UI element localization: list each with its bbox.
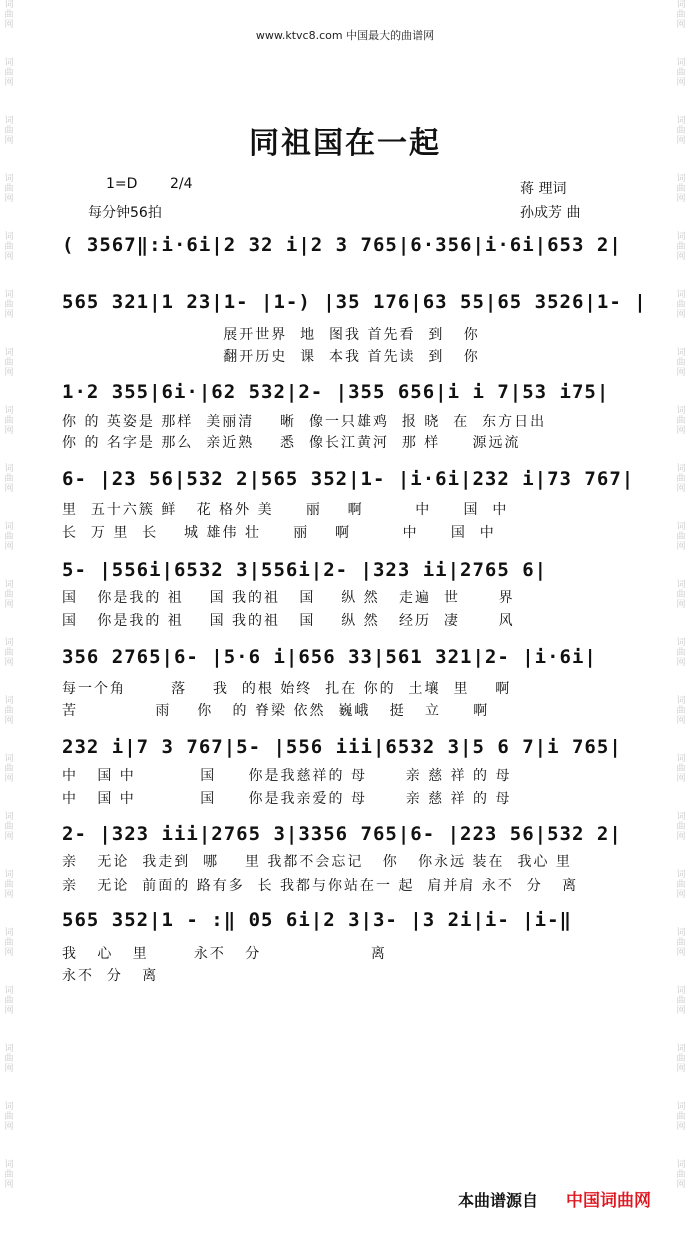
key-signature: 1=D <box>106 176 138 192</box>
watermark-glyph: 词 <box>4 638 14 648</box>
watermark-glyph: 词 <box>676 696 686 706</box>
watermark-glyph: 网 <box>676 484 686 494</box>
score-line: 356 2765|6- |5·6 i|656 33|561 321|2- |i·6i| <box>62 646 597 668</box>
watermark-glyph: 曲 <box>676 938 686 948</box>
watermark-glyph: 词 <box>676 406 686 416</box>
watermark-glyph: 曲 <box>4 764 14 774</box>
watermark-glyph: 词 <box>676 348 686 358</box>
watermark-glyph: 网 <box>4 1064 14 1074</box>
watermark-glyph: 曲 <box>4 1112 14 1122</box>
watermark-glyph: 词 <box>4 1102 14 1112</box>
watermark-glyph: 曲 <box>4 358 14 368</box>
watermark-glyph: 曲 <box>4 126 14 136</box>
song-title: 同祖国在一起 <box>249 126 441 161</box>
watermark-glyph: 词 <box>4 522 14 532</box>
watermark-glyph: 网 <box>676 426 686 436</box>
watermark-glyph: 网 <box>4 890 14 900</box>
watermark-glyph: 曲 <box>676 1054 686 1064</box>
watermark-glyph: 曲 <box>4 590 14 600</box>
watermark-glyph: 词 <box>4 928 14 938</box>
watermark-glyph: 曲 <box>4 416 14 426</box>
score-line: ( 3567‖:i·6i|2 32 i|2 3 765|6·356|i·6i|653 2| <box>62 234 622 256</box>
watermark-glyph: 词 <box>4 696 14 706</box>
lyric-line: 你 的 名字是 那么 亲近熟 悉 像长江黄河 那 样 源远流 <box>62 435 521 451</box>
watermark-glyph: 网 <box>4 426 14 436</box>
lyric-line: 国 你是我的 祖 国 我的祖 国 纵 然 经历 凄 风 <box>62 613 515 629</box>
watermark-glyph: 曲 <box>676 648 686 658</box>
watermark-glyph: 曲 <box>4 184 14 194</box>
watermark-glyph: 网 <box>676 890 686 900</box>
watermark-glyph: 网 <box>4 658 14 668</box>
lyric-line: 亲 无论 前面的 路有多 长 我都与你站在一 起 肩并肩 永不 分 离 <box>62 878 579 894</box>
lyric-line: 中 国 中 国 你是我慈祥的 母 亲 慈 祥 的 母 <box>62 768 512 784</box>
watermark-glyph: 网 <box>676 1006 686 1016</box>
lyric-line: 翻开历史 课 本我 首先读 到 你 <box>62 349 480 365</box>
watermark-glyph: 曲 <box>4 300 14 310</box>
watermark-glyph: 网 <box>4 600 14 610</box>
watermark-glyph: 曲 <box>676 126 686 136</box>
watermark-glyph: 网 <box>676 368 686 378</box>
watermark-glyph: 网 <box>4 310 14 320</box>
watermark-glyph: 曲 <box>676 532 686 542</box>
watermark-glyph: 曲 <box>4 532 14 542</box>
watermark-glyph: 网 <box>4 194 14 204</box>
watermark-glyph: 网 <box>4 832 14 842</box>
watermark-glyph: 词 <box>676 638 686 648</box>
score-line: 565 352|1 - :‖ 05 6i|2 3|3- |3 2i|i- |i-‖ <box>62 909 572 931</box>
watermark-glyph: 网 <box>676 136 686 146</box>
lyric-line: 长 万 里 长 城 雄伟 壮 丽 啊 中 国 中 <box>62 525 496 541</box>
watermark-glyph: 曲 <box>676 416 686 426</box>
lyric-line: 亲 无论 我走到 哪 里 我都不会忘记 你 你永远 装在 我心 里 <box>62 854 572 870</box>
lyricist-credit: 蒋 理词 <box>520 181 567 197</box>
lyric-line: 中 国 中 国 你是我亲爱的 母 亲 慈 祥 的 母 <box>62 791 512 807</box>
watermark-glyph: 曲 <box>4 242 14 252</box>
watermark-glyph: 网 <box>4 948 14 958</box>
lyric-line: 国 你是我的 祖 国 我的祖 国 纵 然 走遍 世 界 <box>62 590 515 606</box>
watermark-glyph: 词 <box>4 232 14 242</box>
score-line: 1·2 355|6i·|62 532|2- |355 656|i i 7|53 i75| <box>62 381 610 403</box>
watermark-glyph: 词 <box>676 464 686 474</box>
watermark-glyph: 网 <box>676 1180 686 1190</box>
lyric-line: 展开世界 地 图我 首先看 到 你 <box>62 327 480 343</box>
watermark-glyph: 网 <box>4 1180 14 1190</box>
watermark-glyph: 曲 <box>4 706 14 716</box>
watermark-glyph: 网 <box>676 310 686 320</box>
watermark-glyph: 网 <box>676 832 686 842</box>
watermark-glyph: 词 <box>676 58 686 68</box>
site-header[interactable]: www.ktvc8.com 中国最大的曲谱网 <box>255 29 435 42</box>
watermark-glyph: 曲 <box>4 1054 14 1064</box>
watermark-glyph: 曲 <box>676 10 686 20</box>
watermark-glyph: 曲 <box>676 822 686 832</box>
score-line: 232 i|7 3 767|5- |556 iii|6532 3|5 6 7|i 765| <box>62 736 622 758</box>
score-line: 2- |323 iii|2765 3|3356 765|6- |223 56|532 2| <box>62 823 622 845</box>
watermark-glyph: 网 <box>4 542 14 552</box>
time-signature: 2/4 <box>170 176 193 192</box>
watermark-right-column <box>674 0 688 1238</box>
watermark-glyph: 网 <box>4 20 14 30</box>
lyric-line: 永不 分 离 <box>62 968 159 984</box>
watermark-glyph: 词 <box>4 0 14 10</box>
watermark-glyph: 网 <box>676 658 686 668</box>
watermark-glyph: 词 <box>4 174 14 184</box>
source-label: 本曲谱源自 <box>458 1191 539 1210</box>
watermark-glyph: 网 <box>676 20 686 30</box>
watermark-glyph: 曲 <box>676 1112 686 1122</box>
watermark-glyph: 网 <box>4 484 14 494</box>
watermark-glyph: 词 <box>676 0 686 10</box>
watermark-glyph: 词 <box>676 116 686 126</box>
composer-credit: 孙成芳 曲 <box>520 205 581 221</box>
watermark-glyph: 网 <box>4 1006 14 1016</box>
watermark-glyph: 网 <box>676 1064 686 1074</box>
lyric-line: 每一个角 落 我 的根 始终 扎在 你的 土壤 里 啊 <box>62 681 512 697</box>
watermark-glyph: 词 <box>4 116 14 126</box>
watermark-glyph: 词 <box>4 870 14 880</box>
watermark-glyph: 曲 <box>676 880 686 890</box>
lyric-line: 我 心 里 永不 分 离 <box>62 946 387 962</box>
watermark-glyph: 词 <box>676 1102 686 1112</box>
watermark-glyph: 网 <box>4 136 14 146</box>
watermark-left-column <box>2 0 16 1238</box>
watermark-glyph: 词 <box>4 986 14 996</box>
watermark-glyph: 网 <box>676 78 686 88</box>
watermark-glyph: 网 <box>676 194 686 204</box>
watermark-glyph: 网 <box>676 948 686 958</box>
watermark-glyph: 词 <box>4 406 14 416</box>
watermark-glyph: 网 <box>4 716 14 726</box>
watermark-glyph: 词 <box>676 290 686 300</box>
watermark-glyph: 曲 <box>4 880 14 890</box>
watermark-glyph: 词 <box>4 290 14 300</box>
watermark-glyph: 网 <box>676 716 686 726</box>
watermark-glyph: 词 <box>676 928 686 938</box>
watermark-glyph: 曲 <box>676 1170 686 1180</box>
watermark-glyph: 词 <box>676 870 686 880</box>
lyric-line: 里 五十六簇 鲜 花 格外 美 丽 啊 中 国 中 <box>62 502 509 518</box>
source-site-link[interactable]: 中国词曲网 <box>566 1191 651 1211</box>
watermark-glyph: 曲 <box>676 68 686 78</box>
score-line: 565 321|1 23|1- |1-) |35 176|63 55|65 3526|1- | <box>62 291 647 313</box>
watermark-glyph: 曲 <box>4 938 14 948</box>
watermark-glyph: 曲 <box>4 10 14 20</box>
watermark-glyph: 曲 <box>676 764 686 774</box>
lyric-line: 苦 雨 你 的 脊梁 依然 巍峨 挺 立 啊 <box>62 703 490 719</box>
watermark-glyph: 曲 <box>676 474 686 484</box>
watermark-glyph: 网 <box>4 1122 14 1132</box>
watermark-glyph: 网 <box>4 368 14 378</box>
watermark-glyph: 曲 <box>676 590 686 600</box>
watermark-glyph: 曲 <box>4 996 14 1006</box>
watermark-glyph: 曲 <box>676 242 686 252</box>
lyric-line: 你 的 英姿是 那样 美丽清 晰 像一只雄鸡 报 晓 在 东方日出 <box>62 414 547 430</box>
watermark-glyph: 词 <box>676 986 686 996</box>
watermark-glyph: 网 <box>676 1122 686 1132</box>
watermark-glyph: 词 <box>4 58 14 68</box>
watermark-glyph: 词 <box>676 812 686 822</box>
watermark-glyph: 词 <box>676 754 686 764</box>
watermark-glyph: 网 <box>676 600 686 610</box>
watermark-glyph: 词 <box>4 464 14 474</box>
tempo-marking: 每分钟56拍 <box>88 205 162 221</box>
watermark-glyph: 词 <box>676 522 686 532</box>
watermark-glyph: 网 <box>676 774 686 784</box>
watermark-glyph: 曲 <box>4 822 14 832</box>
watermark-glyph: 曲 <box>4 1170 14 1180</box>
score-line: 6- |23 56|532 2|565 352|1- |i·6i|232 i|73 767| <box>62 468 635 490</box>
watermark-glyph: 曲 <box>676 996 686 1006</box>
watermark-glyph: 曲 <box>676 300 686 310</box>
watermark-glyph: 曲 <box>4 648 14 658</box>
watermark-glyph: 词 <box>676 232 686 242</box>
watermark-glyph: 词 <box>4 812 14 822</box>
watermark-glyph: 网 <box>676 252 686 262</box>
watermark-glyph: 词 <box>4 348 14 358</box>
watermark-glyph: 网 <box>4 78 14 88</box>
watermark-glyph: 曲 <box>676 706 686 716</box>
score-line: 5- |556i|6532 3|556i|2- |323 ii|2765 6| <box>62 559 548 581</box>
watermark-glyph: 词 <box>4 754 14 764</box>
watermark-glyph: 词 <box>676 580 686 590</box>
watermark-glyph: 词 <box>676 1044 686 1054</box>
watermark-glyph: 曲 <box>4 474 14 484</box>
watermark-glyph: 词 <box>4 1044 14 1054</box>
watermark-glyph: 曲 <box>4 68 14 78</box>
watermark-glyph: 词 <box>4 1160 14 1170</box>
watermark-glyph: 词 <box>676 1160 686 1170</box>
watermark-glyph: 词 <box>4 580 14 590</box>
watermark-glyph: 网 <box>676 542 686 552</box>
watermark-glyph: 曲 <box>676 358 686 368</box>
watermark-glyph: 网 <box>4 252 14 262</box>
watermark-glyph: 网 <box>4 774 14 784</box>
watermark-glyph: 曲 <box>676 184 686 194</box>
watermark-glyph: 词 <box>676 174 686 184</box>
